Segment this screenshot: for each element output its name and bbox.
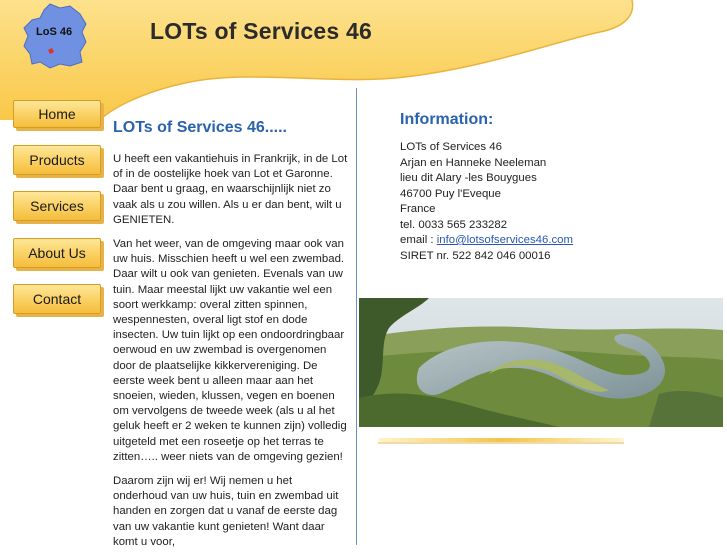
logo-text: LoS 46	[36, 26, 73, 38]
info-telephone: tel. 0033 565 233282	[400, 218, 508, 231]
info-names: Arjan en Hanneke Neeleman	[400, 156, 547, 169]
info-heading: Information:	[400, 111, 494, 128]
info-address-line2: 46700 Puy l'Eveque	[400, 187, 501, 200]
nav-contact-button[interactable]: Contact	[13, 284, 101, 314]
river-landscape-photo	[359, 298, 723, 427]
nav-home-button[interactable]: Home	[13, 100, 101, 128]
info-email-label: email :	[400, 234, 437, 246]
nav-about-us-button[interactable]: About Us	[13, 238, 101, 268]
main-heading: LOTs of Services 46.....	[113, 119, 287, 136]
site-title: LOTs of Services 46	[150, 18, 372, 44]
main-nav	[13, 100, 105, 331]
closing-paragraph: Daarom zijn wij er! Wij nemen u het onderhoud van uw huis, tuin en zwembad uit handen en zorgen dat u vanaf de eerste dag van uw vakantie kunt genieten! Want daar komt u voor,	[113, 475, 339, 548]
decorative-divider-bar	[378, 438, 624, 444]
info-siret: SIRET nr. 522 842 046 00016	[400, 249, 551, 262]
nav-products-button[interactable]: Products	[13, 145, 101, 175]
body-paragraph: Van het weer, van de omgeving maar ook van uw huis. Misschien heeft u wel een zwembad. Daar wilt u ook van genieten. Evenals van uw tuin. Maar meestal lijkt uw vakantie wel een soort werkkamp: overal zitten spinnen, wespennesten, overal ligt stof en dode insecten. Uw tuin lijkt op een ondoordringbaar oerwoud en uw zwembad is overgenomen door de plaatselijke kikkervereniging. De eerste week bent u alleen maar aan het snoeien, wieden, klussen, vegen en boenen om vervolgens de tweede week (als u al het geluk heeft er 2 weken te kunnen zijn) volledig uitgeteld met een roseetje op het terras te zitten….. weer niets van de omgeving gezien!	[113, 238, 347, 463]
info-panel	[400, 110, 700, 264]
intro-paragraph: U heeft een vakantiehuis in Frankrijk, in de Lot of in de oostelijke hoek van Lot et Garonne. Daar bent u graag, en waarschijnlijk niet zo vaak als u zou willen. Als u er dan bent, wilt u GENIETEN.	[113, 153, 348, 226]
info-company: LOTs of Services 46	[400, 141, 502, 153]
info-email-row	[400, 233, 700, 249]
info-email-link[interactable]: info@lotsofservices46.com	[436, 234, 574, 246]
main-content	[113, 118, 349, 559]
column-divider	[356, 88, 357, 545]
nav-services-button[interactable]: Services	[13, 191, 101, 221]
info-address-line1: lieu dit Alary -les Bouygues	[400, 172, 537, 184]
info-country: France	[400, 203, 436, 215]
